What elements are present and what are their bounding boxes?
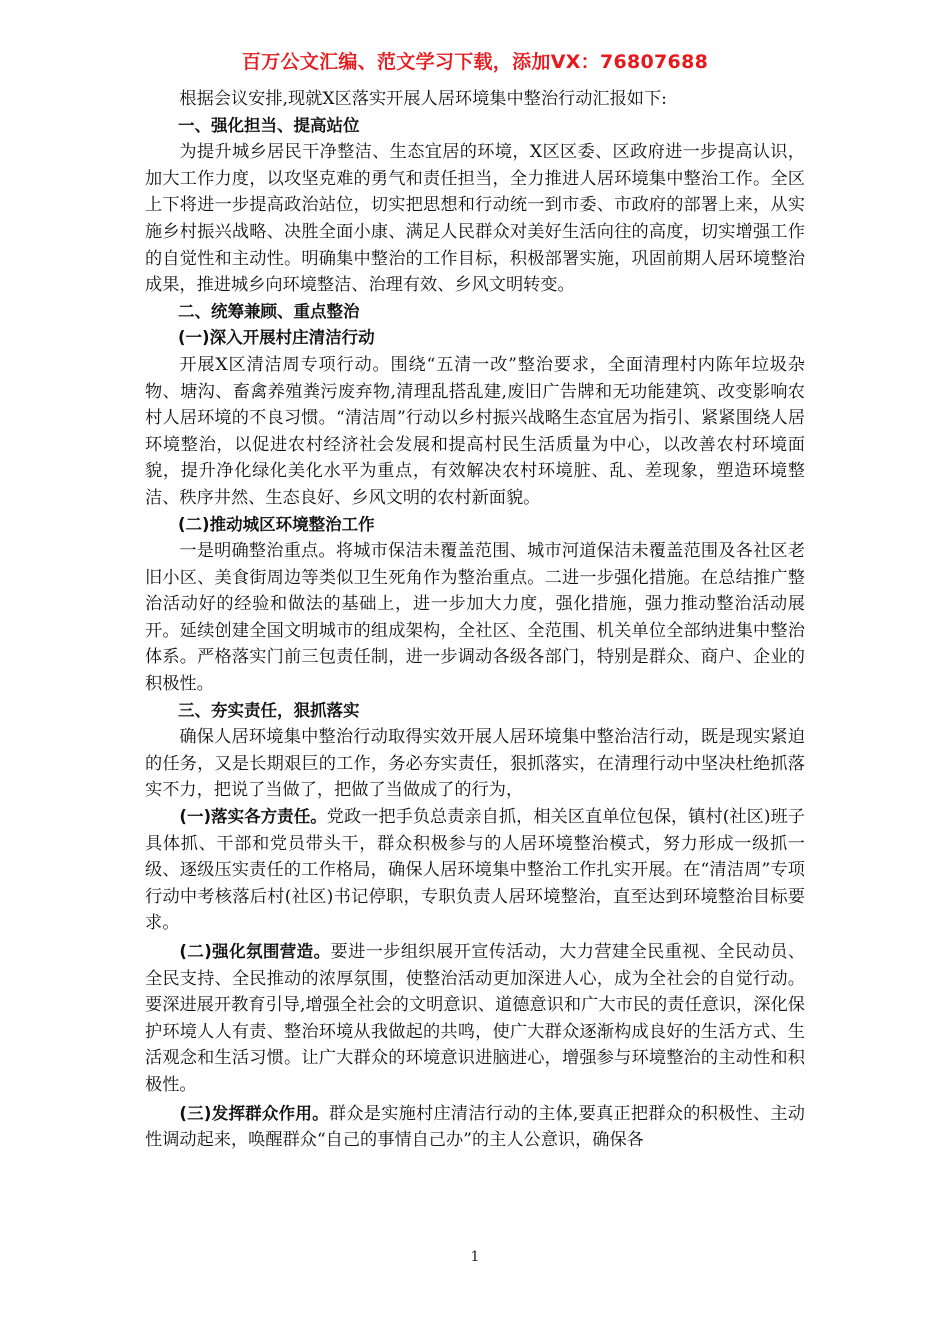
section-2-heading: 二、统筹兼顾、重点整治 [178, 301, 360, 321]
header-banner: 百万公文汇编、范文学习下载，添加VX：76807688 [241, 51, 709, 73]
section-2-paragraph-1: 开展X区清洁周专项行动。围绕“五清一改”整治要求，全面清理村内陈年垃圾杂物、塘沟、畜禽养殖粪污废弃物,清理乱搭乱建,废旧广告牌和无功能建筑、改变影响农村人居环境的不良习惯。“清洁周”行动以乡村振兴战略生态宜居为指引、紧紧围绕人居环境整治，以促进农村经济社会发展和提高村民生活质量为中心，以改善农村环境面貌，提升净化绿化美化水平为重点，有效解决农村环境脏、乱、差现象，塑造环境整洁、秩序井然、生态良好、乡风文明的农村新面貌。 [145, 354, 805, 508]
document-body [145, 86, 805, 1154]
section-3-heading: 三、夯实责任，狠抓落实 [178, 700, 360, 720]
section-3-text-2: 党政一把手负总责亲自抓，相关区直单位包保，镇村(社区)班子具体抓、干部和党员带头干，群众积极参与的人居环境整治模式，努力形成一级抓一级、逐级压实责任的工作格局，确保人居环境集中整治工作扎实开展。在“清洁周”专项行动中考核落后村(社区)书记停职，专职负责人居环境整治，直至达到环境整治目标要求。 [145, 807, 805, 934]
section-2-subheading-1: (一)深入开展村庄清洁行动 [178, 328, 375, 348]
section-3-paragraph-3 [145, 939, 805, 1099]
section-3-lead-3: (三)发挥群众作用。 [179, 1103, 329, 1123]
section-3-paragraph-4 [145, 1101, 805, 1154]
section-3-lead-1: (一)落实各方责任。 [179, 807, 327, 827]
section-2-subheading-2: (二)推动城区环境整治工作 [178, 514, 375, 534]
section-2-paragraph-2: 一是明确整治重点。将城市保洁未覆盖范围、城市河道保洁未覆盖范围及各社区老旧小区、美食街周边等类似卫生死角作为整治重点。二进一步强化措施。在总结推广整治活动好的经验和做法的基础上，进一步加大力度，强化措施，强力推动整治活动展开。延续创建全国文明城市的组成架构，全社区、全范围、机关单位全部纳进集中整治体系。严格落实门前三包责任制，进一步调动各级各部门，特别是群众、商户、企业的积极性。 [145, 541, 805, 695]
section-1-heading: 一、强化担当、提高站位 [178, 115, 360, 135]
section-3-text-3: 要进一步组织展开宣传活动，大力营建全民重视、全民动员、全民支持、全民推动的浓厚氛围，使整治活动更加深进人心，成为全社会的自觉行动。要深进展开教育引导,增强全社会的文明意识、道德意识和广大市民的责任意识，深化保护环境人人有责、整治环境从我做起的共鸣，使广大群众逐渐构成良好的生活方式、生活观念和生活习惯。让广大群众的环境意识进脑进心，增强参与环境整治的主动性和积极性。 [145, 942, 805, 1095]
section-3-paragraph-1: 确保人居环境集中整治行动取得实效开展人居环境集中整治洁行动，既是现实紧迫的任务，又是长期艰巨的工作，务必夯实责任，狠抓落实，在清理行动中坚决杜绝抓落实不力，把说了当做了，把做了当做成了的行为， [145, 727, 805, 801]
intro-paragraph: 根据会议安排,现就X区落实开展人居环境集中整治行动汇报如下: [179, 89, 667, 109]
section-3-paragraph-2 [145, 804, 805, 937]
section-1-paragraph: 为提升城乡居民干净整洁、生态宜居的环境，X区区委、区政府进一步提高认识，加大工作力度，以攻坚克难的勇气和责任担当，全力推进人居环境集中整治工作。全区上下将进一步提高政治站位，切实把思想和行动统一到市委、市政府的部署上来，从实施乡村振兴战略、决胜全面小康、满足人民群众对美好生活向往的高度，切实增强工作的自觉性和主动性。明确集中整治的工作目标，积极部署实施，巩固前期人居环境整治成果，推进城乡向环境整洁、治理有效、乡风文明转变。 [145, 142, 805, 296]
section-3-lead-2: (二)强化氛围营造。 [179, 942, 331, 961]
page-number: 1 [470, 1249, 480, 1265]
section-3-text-4: 群众是实施村庄清洁行动的主体,要真正把群众的积极性、主动性调动起来，唤醒群众“自己的事情自己办”的主人公意识，确保各 [145, 1103, 805, 1151]
